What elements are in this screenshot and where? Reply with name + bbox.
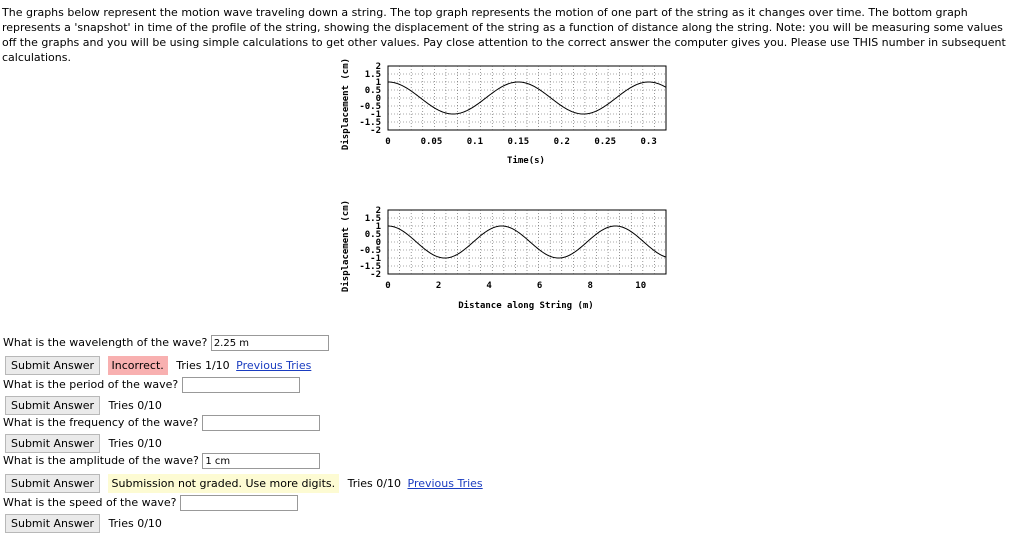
distance-graph bbox=[336, 200, 681, 315]
x-tick-label: 0.05 bbox=[420, 137, 443, 147]
y-tick-label: 0.5 bbox=[364, 86, 381, 96]
x-tick-label: 4 bbox=[486, 281, 492, 291]
previous-tries-link[interactable]: Previous Tries bbox=[407, 476, 483, 490]
answer-row-speed bbox=[5, 513, 162, 532]
y-tick-label: 0 bbox=[375, 94, 381, 104]
x-tick-label: 0.3 bbox=[640, 137, 657, 147]
x-tick-label: 0 bbox=[385, 281, 391, 291]
y-tick-label: -1.5 bbox=[359, 118, 381, 128]
amplitude-input[interactable] bbox=[202, 453, 320, 469]
x-axis-label: Distance along String (m) bbox=[458, 301, 594, 311]
tries-count: Tries 0/10 bbox=[108, 516, 162, 530]
x-tick-label: 0 bbox=[385, 137, 391, 147]
y-tick-label: 1 bbox=[375, 222, 381, 232]
question-amplitude bbox=[3, 452, 320, 470]
period-input[interactable] bbox=[182, 377, 300, 393]
y-tick-label: -2 bbox=[370, 126, 381, 136]
y-tick-label: 1.5 bbox=[364, 70, 381, 80]
question-wavelength bbox=[3, 334, 329, 352]
answer-row-frequency bbox=[5, 433, 162, 452]
answer-row-amplitude bbox=[5, 473, 483, 492]
y-tick-label: -1 bbox=[370, 110, 381, 120]
question-text: What is the amplitude of the wave? bbox=[3, 454, 199, 467]
question-frequency bbox=[3, 414, 320, 432]
y-tick-label: -2 bbox=[370, 270, 381, 280]
plot-grid bbox=[388, 210, 666, 274]
answer-row-wavelength bbox=[5, 355, 311, 374]
y-axis-label-text: Displacement (cm) bbox=[341, 57, 351, 151]
question-text: What is the period of the wave? bbox=[3, 378, 179, 391]
x-tick-label: 10 bbox=[635, 281, 647, 291]
submit-answer-button[interactable]: Submit Answer bbox=[5, 434, 100, 453]
y-tick-label: 2 bbox=[375, 206, 381, 216]
answer-row-period bbox=[5, 395, 162, 414]
plot-grid bbox=[388, 66, 666, 130]
x-tick-label: 0.1 bbox=[466, 137, 484, 147]
time-graph bbox=[336, 56, 681, 168]
x-tick-label: 0.25 bbox=[594, 137, 617, 147]
wavelength-input[interactable] bbox=[211, 335, 329, 351]
frequency-input[interactable] bbox=[202, 415, 320, 431]
x-tick-label: 0.2 bbox=[553, 137, 570, 147]
tries-count: Tries 0/10 bbox=[108, 398, 162, 412]
submit-answer-button[interactable]: Submit Answer bbox=[5, 474, 100, 493]
tries-count: Tries 0/10 bbox=[108, 436, 162, 450]
question-speed bbox=[3, 494, 298, 512]
previous-tries-link[interactable]: Previous Tries bbox=[236, 358, 312, 372]
x-tick-label: 0.15 bbox=[507, 137, 530, 147]
x-axis-label: Time(s) bbox=[507, 156, 545, 166]
y-tick-label: 0.5 bbox=[364, 230, 381, 240]
y-axis-label bbox=[340, 200, 351, 292]
submit-answer-button[interactable]: Submit Answer bbox=[5, 396, 100, 415]
submit-answer-button[interactable]: Submit Answer bbox=[5, 356, 100, 375]
x-tick-labels bbox=[385, 281, 646, 291]
x-tick-label: 2 bbox=[435, 281, 442, 291]
status-badge: Submission not graded. Use more digits. bbox=[108, 474, 340, 493]
submit-answer-button[interactable]: Submit Answer bbox=[5, 514, 100, 533]
tries-count: Tries 1/10 bbox=[176, 358, 230, 372]
instructions-text: The graphs below represent the motion wave traveling down a string. The top graph represents the motion of one part of the string as it changes over time. The bottom graph represents a 'snapshot' in time of the profile of the string, showing the displacement of the string as a function of distance along the string. Note: you will be measuring some values off the graphs and you will be using simple calculations to get other values. Pay close attention to the correct answer the computer gives you. Please use THIS number in subsequent calculations. bbox=[2, 6, 1006, 64]
x-tick-labels bbox=[385, 137, 656, 147]
question-text: What is the frequency of the wave? bbox=[3, 416, 199, 429]
x-tick-label: 6 bbox=[536, 281, 543, 291]
x-tick-label: 8 bbox=[587, 281, 593, 291]
y-tick-labels bbox=[359, 206, 381, 280]
y-axis-label-text: Displacement (cm) bbox=[341, 200, 351, 293]
y-tick-label: -0.5 bbox=[359, 246, 381, 256]
y-tick-label: 2 bbox=[375, 62, 381, 72]
y-tick-label: -0.5 bbox=[359, 102, 381, 112]
question-text: What is the wavelength of the wave? bbox=[3, 336, 208, 349]
y-tick-labels bbox=[359, 62, 381, 136]
y-tick-label: -1.5 bbox=[359, 262, 381, 272]
tries-count: Tries 0/10 bbox=[347, 476, 401, 490]
y-tick-label: 1.5 bbox=[364, 214, 381, 224]
speed-input[interactable] bbox=[180, 495, 298, 511]
status-badge: Incorrect. bbox=[108, 356, 168, 375]
y-axis-label bbox=[340, 58, 351, 150]
y-tick-label: 1 bbox=[375, 78, 381, 88]
y-tick-label: -1 bbox=[370, 254, 381, 264]
y-tick-label: 0 bbox=[375, 238, 381, 248]
question-text: What is the speed of the wave? bbox=[3, 496, 177, 509]
question-period bbox=[3, 376, 300, 394]
